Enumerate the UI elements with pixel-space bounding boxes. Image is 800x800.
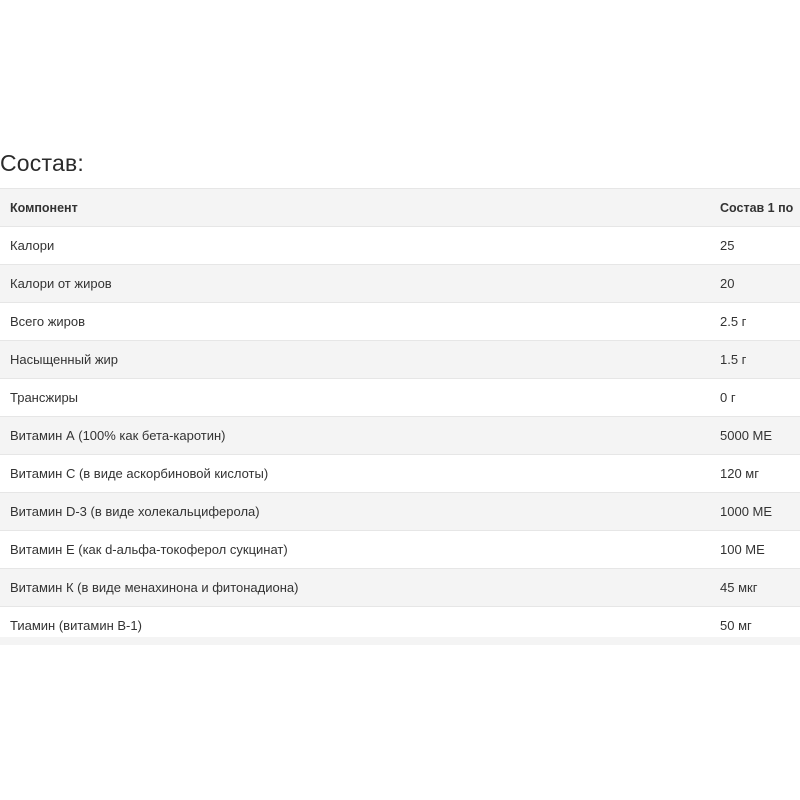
composition-table: [0, 188, 800, 645]
component-cell: Калори от жиров: [0, 265, 710, 303]
amount-cell: 50 мг: [710, 607, 800, 645]
component-cell: Насыщенный жир: [0, 341, 710, 379]
column-header-amount: Состав 1 по: [710, 189, 800, 227]
amount-cell: 20: [710, 265, 800, 303]
table-row: [0, 569, 800, 607]
column-header-component: Компонент: [0, 189, 710, 227]
component-cell: Витамин С (в виде аскорбиновой кислоты): [0, 455, 710, 493]
table-row: [0, 531, 800, 569]
component-cell: Витамин А (100% как бета-каротин): [0, 417, 710, 455]
amount-cell: 100 МЕ: [710, 531, 800, 569]
component-cell: Трансжиры: [0, 379, 710, 417]
component-cell: Всего жиров: [0, 303, 710, 341]
component-cell: Витамин Е (как d-альфа-токоферол сукцинат): [0, 531, 710, 569]
table-row: [0, 303, 800, 341]
table-header-row: [0, 189, 800, 227]
amount-cell: 1000 МЕ: [710, 493, 800, 531]
table-row: [0, 493, 800, 531]
component-cell: Витамин К (в виде менахинона и фитонадиона): [0, 569, 710, 607]
table-row: [0, 417, 800, 455]
table-row: [0, 379, 800, 417]
amount-cell: 120 мг: [710, 455, 800, 493]
amount-cell: 5000 МЕ: [710, 417, 800, 455]
component-cell: Витамин D-3 (в виде холекальциферола): [0, 493, 710, 531]
amount-cell: 0 г: [710, 379, 800, 417]
amount-cell: 25: [710, 227, 800, 265]
table-row: [0, 265, 800, 303]
component-cell: Тиамин (витамин В-1): [0, 607, 710, 645]
table-row: [0, 455, 800, 493]
table-row: [0, 227, 800, 265]
amount-cell: 45 мкг: [710, 569, 800, 607]
composition-table-wrapper[interactable]: [0, 188, 800, 645]
table-row: [0, 341, 800, 379]
section-title: Состав:: [0, 150, 84, 176]
table-footer-strip: [0, 637, 800, 645]
amount-cell: 1.5 г: [710, 341, 800, 379]
component-cell: Калори: [0, 227, 710, 265]
amount-cell: 2.5 г: [710, 303, 800, 341]
